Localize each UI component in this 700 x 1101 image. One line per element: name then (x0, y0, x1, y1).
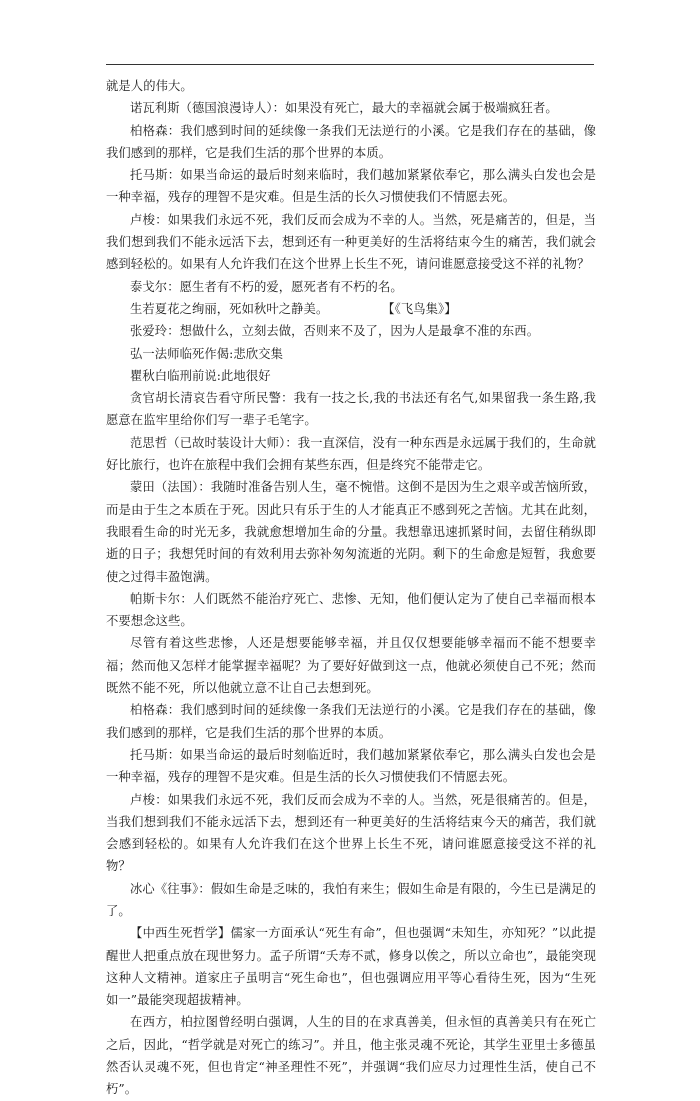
paragraph: 【中西生死哲学】儒家一方面承认“死生有命”，但也强调“未知生，亦知死？”以此提醒世人把重点放在现世努力。孟子所谓“夭寿不贰，修身以俟之，所以立命也”，最能突现这种人文精神。道家庄子虽明言“死生命也”，但也强调应用平等心看待生死，因为“生死如一”最能突现超拔精神。 (106, 926, 596, 1008)
paragraph: 蒙田（法国）：我随时准备告别人生，毫不惋惜。这倒不是因为生之艰辛或苦恼所致，而是由于生之本质在于死。因此只有乐于生的人才能真正不感到死之苦恼。尤其在此刻，我眼看生命的时光无多，我就愈想增加生命的分量。我想靠迅速抓紧时间，去留住稍纵即逝的日子；我想凭时间的有效利用去弥补匆匆流逝的光阴。剩下的生命愈是短暂，我愈要使之过得丰盈饱满。 (106, 480, 596, 584)
header-rule (106, 64, 594, 65)
paragraph: 帕斯卡尔：人们既然不能治疗死亡、悲惨、无知，他们便认定为了使自己幸福而根本不要想念这些。 (106, 591, 596, 629)
paragraph: 柏格森：我们感到时间的延续像一条我们无法逆行的小溪。它是我们存在的基础，像我们感到的那样，它是我们生活的那个世界的本质。 (106, 703, 596, 740)
paragraph: 卢梭：如果我们永远不死，我们反而会成为不幸的人。当然，死是痛苦的，但是，当我们想到我们不能永远活下去，想到还有一种更美好的生活将结束今生的痛苦，我们就会感到轻松的。如果有人允许我们在这个世界上长生不死，请问谁愿意接受这不祥的礼物？ (106, 212, 596, 272)
paragraph: 尽管有着这些悲惨，人还是想要能够幸福，并且仅仅想要能够幸福而不能不想要幸福；然而他又怎样才能掌握幸福呢？为了要好好做到这一点，他就必须使自己不死；然而既然不能不死，所以他就立意不让自己去想到死。 (106, 636, 596, 696)
paragraph: 范思哲（已故时装设计大师）：我一直深信，没有一种东西是永远属于我们的，生命就好比旅行，也许在旅程中我们会拥有某些东西，但是终究不能带走它。 (106, 435, 596, 473)
paragraph: 柏格森：我们感到时间的延续像一条我们无法逆行的小溪。它是我们存在的基础，像我们感到的那样，它是我们生活的那个世界的本质。 (106, 123, 596, 160)
source-tag: 【《飞鸟集》】 (388, 301, 457, 316)
document-body (106, 75, 596, 1101)
paragraph: 诺瓦利斯（德国浪漫诗人）：如果没有死亡，最大的幸福就会属于极端疯狂者。 (130, 101, 558, 116)
paragraph: 托马斯：如果当命运的最后时刻临近时，我们越加紧紧依奉它，那么满头白发也会是一种幸福，残存的理智不是灾难。但是生活的长久习惯使我们不情愿去死。 (106, 747, 596, 785)
quote-text: 生若夏花之绚丽，死如秋叶之静美。 (130, 301, 329, 316)
paragraph: 贪官胡长清哀告看守所民警：我有一技之长,我的书法还有名气,如果留我一条生路,我愿意在监牢里给你们写一辈子毛笔字。 (106, 391, 596, 428)
paragraph: 张爱玲：想做什么，立刻去做，否则来不及了，因为人是最拿不准的东西。 (130, 324, 540, 339)
paragraph: 在西方，柏拉图曾经明白强调，人生的目的在求真善美，但永恒的真善美只有在死亡之后，因此，“哲学就是对死亡的练习”。并且，他主张灵魂不死论，其学生亚里士多德虽然否认灵魂不死，但也肯定“神圣理性不死”，并强调“我们应尽力过理性生活，使自己不朽”。 (106, 1015, 596, 1097)
paragraph: 冰心《往事》：假如生命是乏味的，我怕有来生；假如生命是有限的，今生已是满足的了。 (106, 881, 596, 918)
paragraph (106, 298, 596, 320)
paragraph: 卢梭：如果我们永远不死，我们反而会成为不幸的人。当然，死是很痛苦的。但是，当我们想到我们不能永远活下去，想到还有一种更美好的生活将结束今天的痛苦，我们就会感到轻松的。如果有人允许我们在这个世界上长生不死，请问谁愿意接受这不祥的礼物？ (106, 792, 596, 874)
paragraph: 瞿秋白临刑前说:此地很好 (130, 368, 271, 383)
paragraph: 托马斯：如果当命运的最后时刻来临时，我们越加紧紧依奉它，那么满头白发也会是一种幸福，残存的理智不是灾难。但是生活的长久习惯使我们不情愿去死。 (106, 168, 596, 205)
paragraph: 就是人的伟大。 (106, 79, 193, 93)
paragraph: 泰戈尔：愿生者有不朽的爱，愿死者有不朽的名。 (130, 279, 403, 294)
paragraph: 弘一法师临死作偈:悲欣交集 (130, 346, 284, 361)
